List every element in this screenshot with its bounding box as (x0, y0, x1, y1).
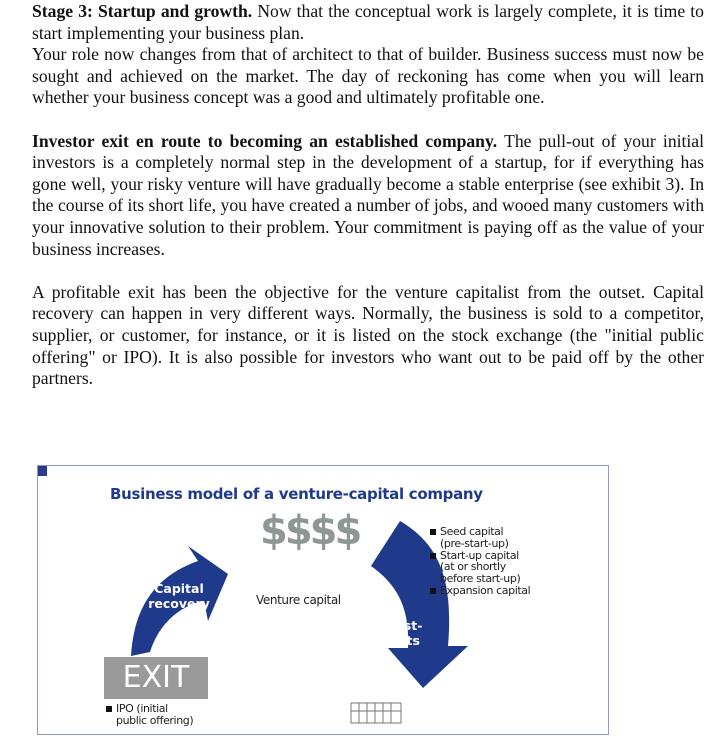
paragraph-lead: Investor exit en route to becoming an established company. (32, 130, 498, 151)
figure-title: Business model of a venture-capital company (110, 485, 483, 503)
venture-capital-diagram (37, 465, 609, 735)
exit-types-list: IPO (initial public offering) (106, 703, 193, 727)
dollar-signs-icon: $$$$ (260, 508, 360, 554)
investment-types-list: Seed capital (pre-start-up) Start-up capital (at or shortly before start-up) Expansion capital (430, 526, 530, 597)
paragraph-stage-3: Stage 3: Startup and growth. Now that the conceptual work is largely complete, it is time to start implementing your business plan. Your role now changes from that of architect to that of builder. Business success must now be sought and achieved on the market. The day of reckoning has come when you will learn whether your business concept was a good and ultimately profitable one. (32, 1, 704, 108)
building-icon (351, 703, 401, 723)
body-text (32, 1, 704, 411)
paragraph-profitable-exit: A profitable exit has been the objective for the venture capitalist from the outset. Capital recovery can happen in very different ways. Normally, the business is sold to a competitor, supplier, or customer, for instance, or it is listed on the stock exchange (the "initial public offering" or IPO). It is also possible for investors who want out to be paid off by the other partners. (32, 281, 704, 389)
capital-recovery-label: Capital recovery (148, 581, 210, 611)
exit-box: EXIT (104, 657, 208, 699)
paragraph-lead: Stage 3: Startup and growth. (32, 1, 253, 21)
paragraph-investor-exit: Investor exit en route to becoming an established company. The pull-out of your initial investors is a completely normal step in the development of a startup, for if everything has gone well, your risky venture will have gradually become a stable enterprise (see exhibit 3). In the course of its short life, you have created a number of jobs, and wooed many customers with your innovative solution to their problem. Your commitment is paying off as the value of your business increases. (32, 130, 704, 259)
investments-label: Invest- ments (373, 618, 423, 648)
venture-capital-label: Venture capital (256, 593, 341, 607)
